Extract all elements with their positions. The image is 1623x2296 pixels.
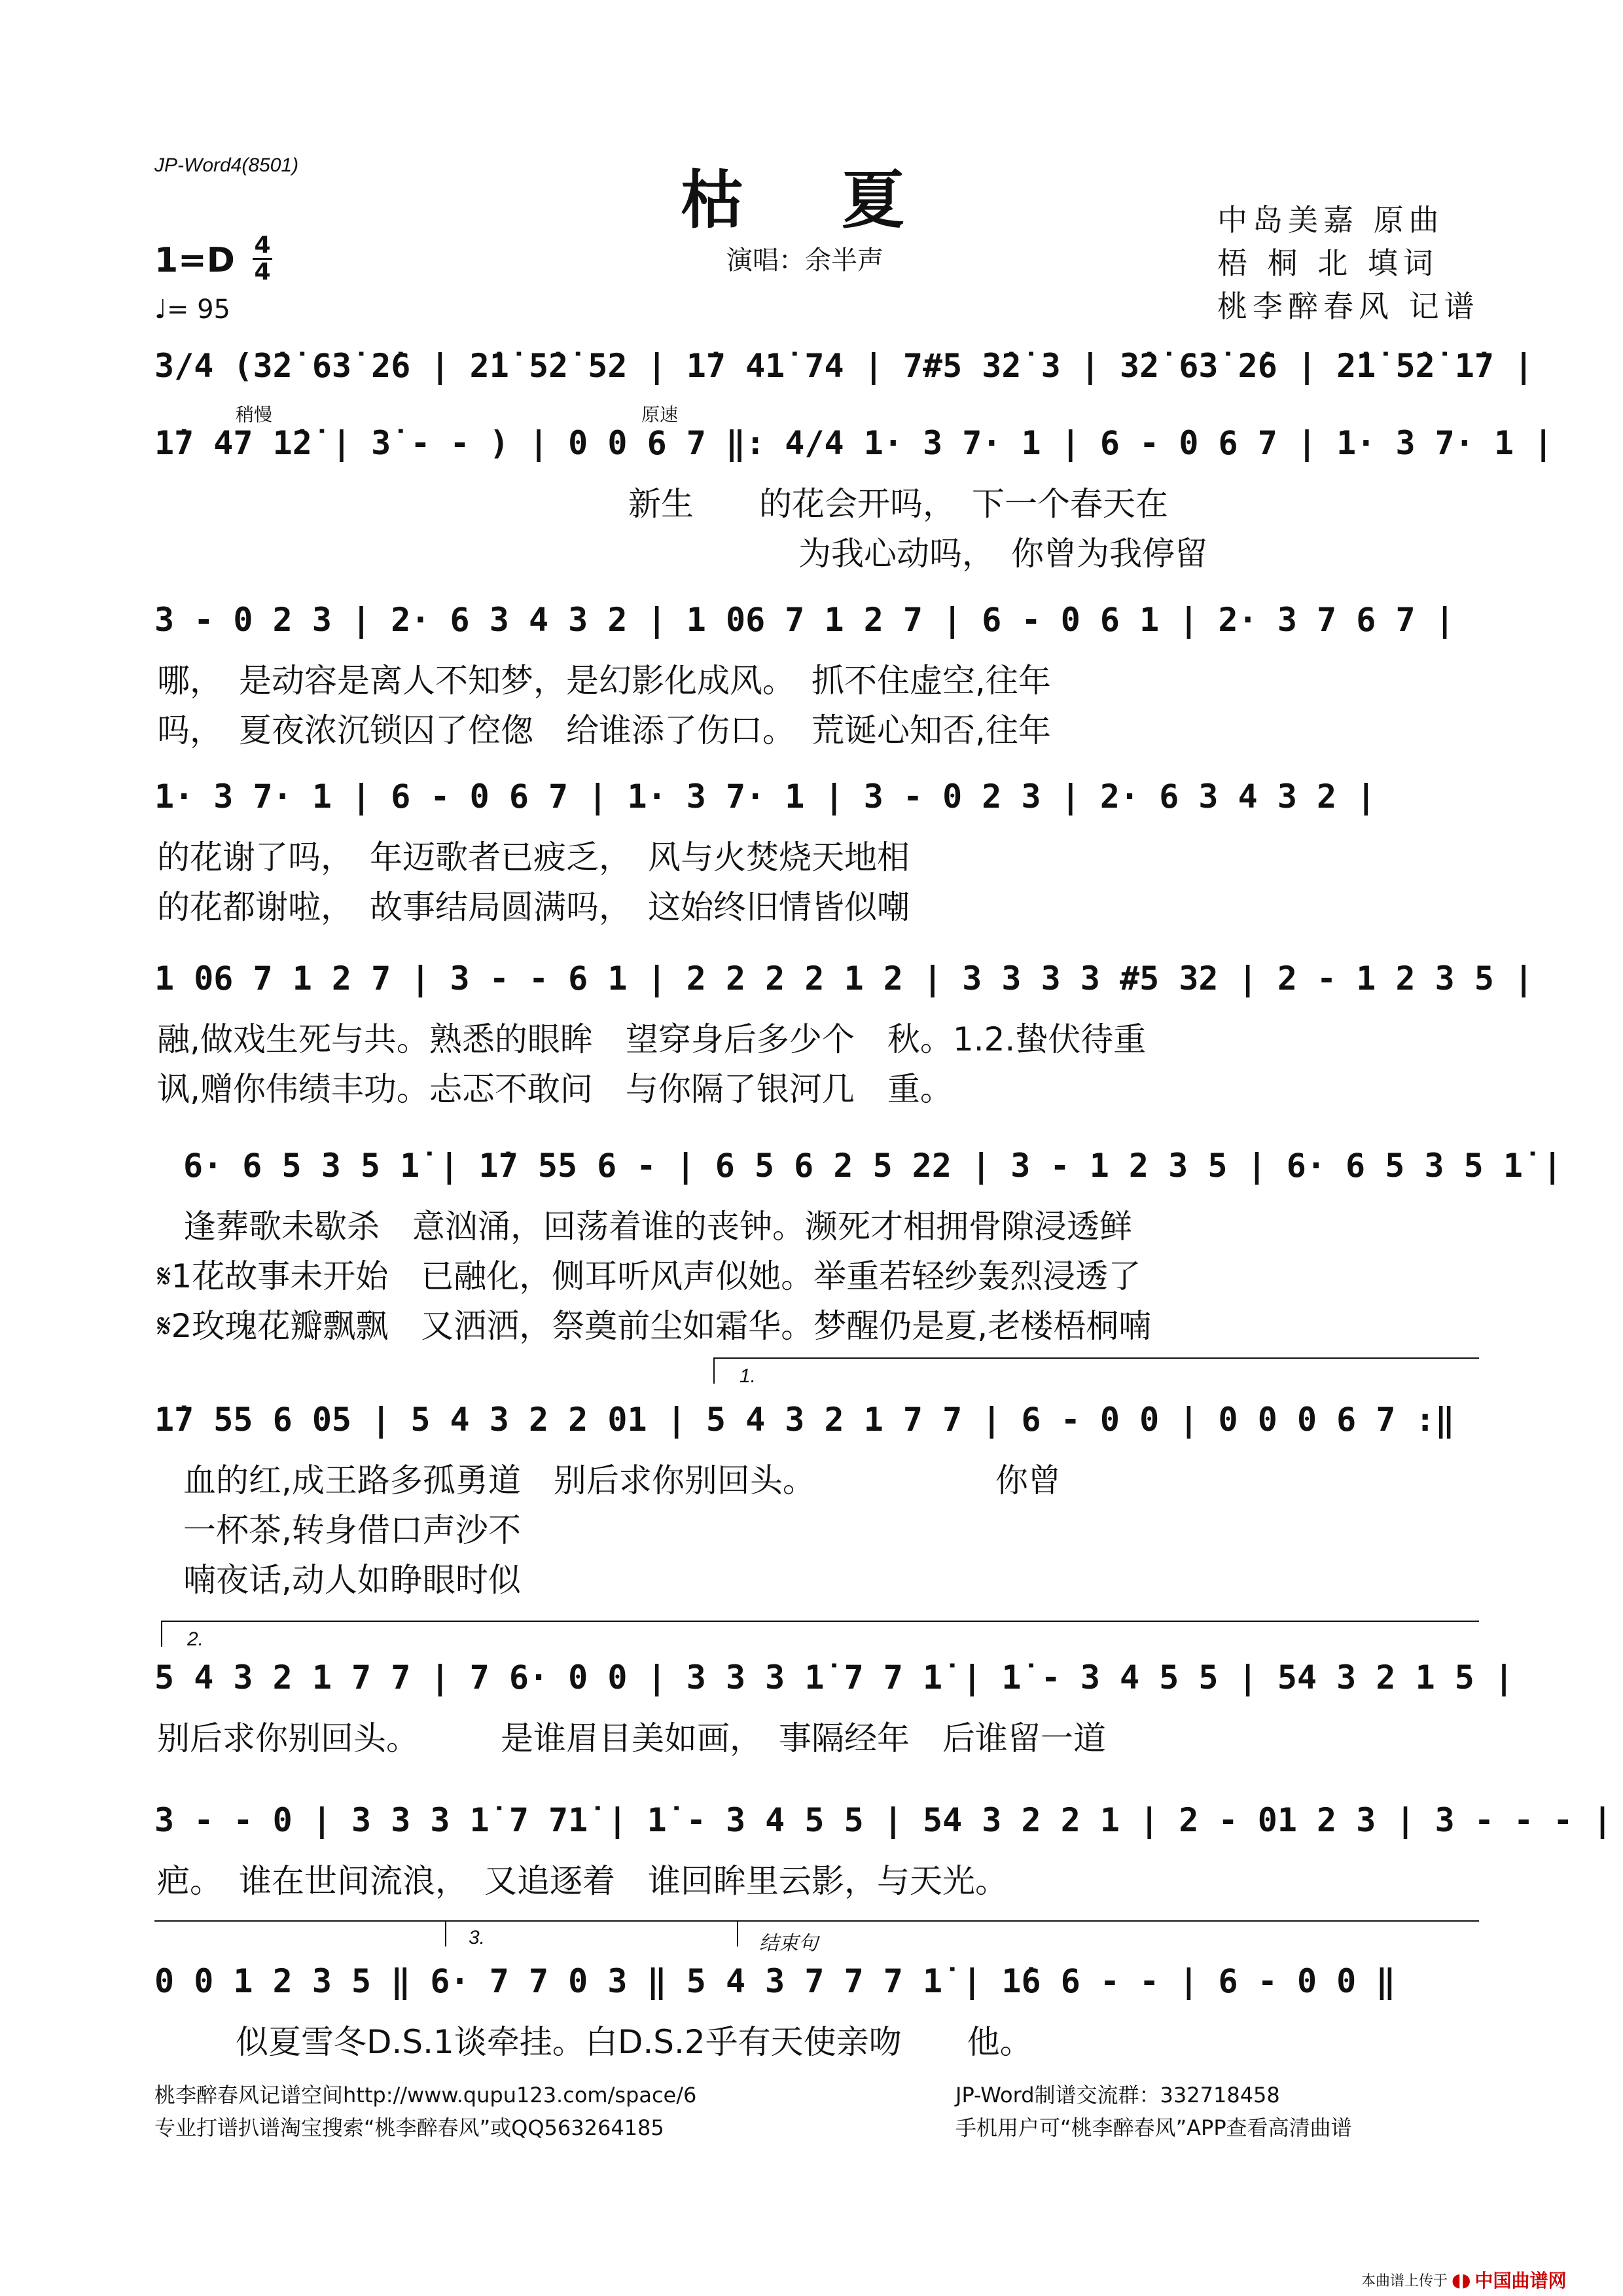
- composer-credit: 中岛美嘉 原曲: [1217, 202, 1444, 238]
- music-line-3: 3 - 0 2 3 | 2· 6 3 4 3 2 | 1 06 7 1 2 7 | 6 - 0 6 1 | 2· 3 7 6 7 |: [154, 601, 1455, 639]
- coda-bracket-hook: [737, 1920, 738, 1946]
- third-ending-label: 3.: [469, 1927, 486, 1948]
- music-line-1: 3/4 (3̇2̇ 63̇ 2̇6 | 2̇1̇ 5̇2̇ 52 | 1̇7 41̇ 74 | 7#5 3̇2̇ 3 | 3̇2̇ 63̇ 2̇6 | 2̇1̇ 5̇2̇ 1̇7 |: [154, 347, 1534, 385]
- lyrics-line-7-verse-2: 一杯茶,转身借口声沙不: [183, 1511, 521, 1549]
- lyrics-line-6-verse-1: 逢葬歌未歇杀 意汹涌，回荡着谁的丧钟。濒死才相拥骨隙浸透鲜: [183, 1208, 1132, 1246]
- lyrics-line-3-verse-1: 哪， 是动容是离人不知梦，是幻影化成风。 抓不住虚空,往年: [157, 662, 1051, 700]
- second-ending-label: 2.: [187, 1628, 204, 1650]
- software-label: JP-Word4(8501): [154, 154, 299, 176]
- singer-credit: 演唱：余半声: [726, 245, 883, 276]
- tempo-note-original: 原速: [641, 404, 679, 425]
- music-line-4: 1· 3 7· 1 | 6 - 0 6 7 | 1· 3 7· 1 | 3 - 0 2 3 | 2· 6 3 4 3 2 |: [154, 778, 1376, 816]
- lyrics-line-4-verse-1: 的花谢了吗， 年迈歌者已疲乏， 风与火焚烧天地相: [157, 838, 910, 876]
- time-sig-numerator: 4: [254, 232, 271, 259]
- lyrics-line-9: 疤。 谁在世间流浪， 又追逐着 谁回眸里云影，与天光。: [157, 1862, 1008, 1900]
- third-ending-bracket: [154, 1920, 1479, 1922]
- music-line-7: 1̇7 55 6 05 | 5 4 3 2 2 01 | 5 4 3 2 1 7 7 | 6 - 0 0 | 0 0 0 6 7 :‖: [154, 1401, 1455, 1439]
- time-sig-denominator: 4: [253, 258, 272, 285]
- footer-left-line-2: 专业打谱扒谱淘宝搜索“桃李醉春风”或QQ563264185: [154, 2115, 664, 2140]
- lyrics-line-7-verse-3: 喃夜话,动人如睁眼时似: [183, 1561, 521, 1599]
- lyrics-line-2-verse-2: 为我心动吗， 你曾为我停留: [798, 535, 1207, 573]
- site-watermark: [1361, 2263, 1623, 2296]
- music-line-6: 6· 6 5 3 5 1̇ | 1̇7 55 6 - | 6 5 6 2 5 22 | 3 - 1 2 3 5 | 6· 6 5 3 5 1̇ |: [183, 1147, 1563, 1185]
- tempo-marking: ♩= 95: [154, 295, 230, 325]
- tempo-note-slower: 稍慢: [236, 404, 273, 425]
- lyricist-credit: 梧 桐 北 填词: [1217, 245, 1438, 281]
- lyrics-line-6-verse-3: 𝄋2玫瑰花瓣飘飘 又洒洒，祭奠前尘如霜华。梦醒仍是夏,老楼梧桐喃: [157, 1307, 1152, 1345]
- music-line-5: 1 06 7 1 2 7 | 3 - - 6 1 | 2 2 2 2 1 2 | 3 3 3 3 #5 32 | 2 - 1 2 3 5 |: [154, 960, 1534, 997]
- footer-left-line-1: 桃李醉春风记谱空间http://www.qupu123.com/space/6: [154, 2083, 697, 2108]
- site-logo-icon: ◖◗: [1452, 2269, 1471, 2291]
- second-ending-bracket: [161, 1621, 1479, 1622]
- music-line-8: 5 4 3 2 1 7 7 | 7 6· 0 0 | 3 3 3 1̇ 7 7 1̇ | 1̇ - 3 4 5 5 | 54 3 2 1 5 |: [154, 1659, 1514, 1696]
- footer-right-line-2: 手机用户可“桃李醉春风”APP查看高清曲谱: [955, 2115, 1352, 2140]
- site-name: 中国曲谱网: [1474, 2270, 1567, 2291]
- page-title: 枯夏: [681, 163, 1003, 237]
- first-ending-bracket-hook: [713, 1357, 715, 1384]
- first-ending-bracket: [713, 1357, 1479, 1359]
- lyrics-line-5-verse-2: 讽,赠你伟绩丰功。忐忑不敢问 与你隔了银河几 重。: [157, 1070, 953, 1108]
- key-signature: 1=D: [154, 241, 235, 280]
- lyrics-line-5-verse-1: 融,做戏生死与共。熟悉的眼眸 望穿身后多少个 秋。1.2.蛰伏待重: [157, 1020, 1147, 1058]
- music-line-10: 0 0 1 2 3 5 ‖ 6· 7 7 0 3 ‖ 5 4 3 7 7 7 1̇ | 1̇6 6 - - | 6 - 0 0 ‖: [154, 1962, 1396, 2000]
- lyrics-line-2-verse-1: 新生 的花会开吗， 下一个春天在: [628, 485, 1168, 523]
- lyrics-line-3-verse-2: 吗， 夏夜浓沉锁囚了倥偬 给谁添了伤口。 荒诞心知否,往年: [157, 711, 1051, 749]
- lyrics-line-6-verse-2: 𝄋1花故事未开始 已融化，侧耳听风声似她。举重若轻纱轰烈浸透了: [157, 1257, 1141, 1295]
- uploaded-label: 本曲谱上传于: [1361, 2272, 1448, 2289]
- second-ending-bracket-hook: [161, 1621, 162, 1647]
- lyrics-line-10: 似夏雪冬D.S.1谈牵挂。白D.S.2乎有天使亲吻 他。: [236, 2023, 1033, 2061]
- music-line-9: 3 - - 0 | 3 3 3 1̇ 7 71̇ | 1̇ - 3 4 5 5 | 54 3 2 2 1 | 2 - 01 2 3 | 3 - - - |: [154, 1801, 1613, 1839]
- footer-right-line-1: JP-Word制谱交流群：332718458: [955, 2083, 1280, 2108]
- lyrics-line-7-verse-1: 血的红,成王路多孤勇道 别后求你别回头。 你曾: [183, 1462, 1061, 1499]
- lyrics-line-8: 别后求你别回头。 是谁眉目美如画， 事隔经年 后谁留一道: [157, 1719, 1106, 1757]
- lyrics-line-4-verse-2: 的花都谢啦， 故事结局圆满吗， 这始终旧情皆似嘲: [157, 888, 910, 926]
- first-ending-label: 1.: [740, 1365, 757, 1387]
- time-signature: [253, 233, 272, 285]
- third-ending-bracket-hook: [445, 1920, 446, 1946]
- transcriber-credit: 桃李醉春风 记谱: [1217, 289, 1480, 324]
- music-line-2: 1̇7 47 1̇2̇ | 3̇ - - ) | 0 0 6 7 ‖: 4/4 1· 3 7· 1 | 6 - 0 6 7 | 1· 3 7· 1 |: [154, 424, 1554, 462]
- coda-label: 结束句: [759, 1933, 818, 1954]
